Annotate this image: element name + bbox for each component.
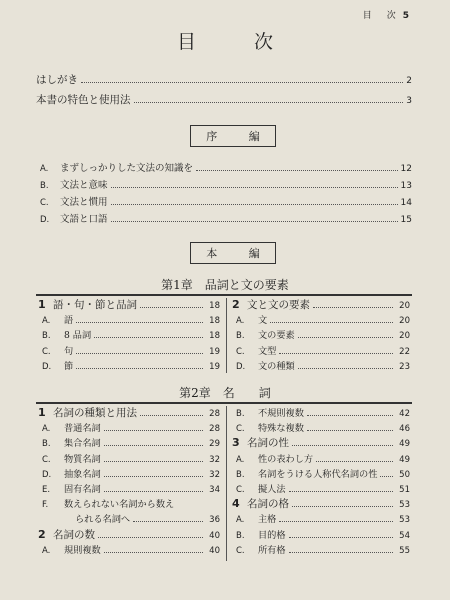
toc-entry[interactable] [232, 527, 410, 542]
entry-page: 42 [399, 409, 410, 419]
entry-page: 28 [209, 409, 220, 419]
item-letter: E. [42, 484, 51, 495]
entry-page: 28 [209, 424, 220, 435]
toc-entry[interactable] [38, 312, 220, 327]
leader-dots [76, 367, 203, 369]
item-letter: B. [236, 409, 245, 419]
entry-label: 文法と慣用 [60, 197, 108, 208]
item-letter: B. [42, 331, 51, 342]
entry-page: 23 [399, 361, 410, 372]
toc-entry[interactable] [38, 435, 220, 450]
chapter-1-rule [36, 294, 412, 296]
entry-label: 文型 [258, 345, 277, 357]
toc-title: 目 次 [176, 31, 300, 53]
entry-page: 20 [399, 331, 410, 342]
entry-label: 句 [64, 345, 74, 357]
entry-label: 物質名詞 [64, 453, 101, 465]
jo-item-d[interactable] [40, 211, 412, 225]
item-letter: A. [236, 515, 245, 526]
toc-entry[interactable] [38, 343, 220, 358]
entry-label: られる名詞へ [75, 514, 131, 526]
leader-dots [313, 306, 393, 308]
item-letter: D. [42, 361, 52, 372]
item-letter: F. [42, 500, 49, 511]
entry-page: 36 [209, 515, 220, 526]
entry-page: 53 [399, 500, 410, 511]
page-number: 5 [402, 11, 412, 21]
item-letter: A. [42, 545, 51, 556]
leader-dots [76, 321, 203, 323]
item-letter: C. [236, 484, 245, 495]
jo-item-b[interactable] [40, 177, 412, 191]
leader-dots [298, 367, 393, 369]
entry-page: 19 [209, 346, 220, 357]
leader-dots [111, 186, 398, 188]
entry-label: 所有格 [258, 544, 286, 556]
item-letter: A. [42, 424, 51, 435]
entry-page: 40 [209, 545, 220, 556]
toc-entry[interactable] [232, 511, 410, 526]
item-letter: C. [42, 454, 51, 465]
item-letter: B. [42, 439, 51, 450]
section-number: 1 [38, 298, 46, 311]
leader-dots [104, 460, 203, 462]
entry-label: 擬人法 [258, 483, 286, 495]
item-letter: C. [236, 424, 245, 435]
entry-label: 語・句・節と品詞 [53, 299, 137, 311]
item-letter: B. [236, 331, 245, 342]
leader-dots [133, 520, 203, 522]
entry-page: 18 [209, 301, 220, 311]
running-head [363, 8, 412, 21]
leader-dots [140, 306, 203, 308]
toc-section-entry[interactable] [232, 297, 410, 312]
entry-label: 主格 [258, 514, 277, 526]
section-number: 1 [38, 406, 46, 419]
column-divider [226, 406, 227, 561]
entry-page: 54 [399, 530, 410, 541]
item-letter: A. [42, 316, 51, 327]
entry-page: 3 [406, 96, 412, 106]
toc-entry[interactable] [232, 327, 410, 342]
section-heading-hon: 本 編 [190, 242, 276, 264]
entry-label: 固有名詞 [64, 483, 101, 495]
entry-label: 不規則複数 [258, 408, 304, 419]
entry-label: 規則複数 [64, 544, 101, 556]
entry-label: 本書の特色と使用法 [36, 94, 131, 106]
column-divider [226, 298, 227, 373]
item-letter: C. [236, 346, 245, 357]
entry-label: 文の要素 [258, 330, 295, 342]
chapter-1-heading: 第1章 品詞と文の要素 [161, 278, 289, 292]
entry-page: 18 [209, 316, 220, 327]
leader-dots [111, 203, 398, 205]
entry-page: 40 [209, 530, 220, 541]
leader-dots [298, 336, 393, 338]
toc-entry[interactable] [38, 420, 220, 435]
leader-dots [279, 352, 393, 354]
leader-dots [279, 520, 393, 522]
toc-entry[interactable] [232, 542, 410, 557]
entry-label: 文の種類 [258, 360, 295, 372]
item-letter: A. [236, 454, 245, 465]
toc-entry[interactable] [38, 542, 220, 557]
toc-section-entry[interactable] [232, 496, 410, 511]
entry-page: 29 [209, 439, 220, 450]
entry-label: 性の表わし方 [258, 453, 314, 465]
entry-page: 32 [209, 454, 220, 465]
item-letter: D. [40, 215, 50, 225]
leader-dots [196, 169, 398, 171]
leader-dots [140, 414, 203, 416]
toc-entry-features[interactable] [36, 92, 412, 107]
entry-label: 文 [258, 315, 268, 327]
entry-label: 集合名詞 [64, 438, 101, 450]
entry-label: 名詞の数 [53, 528, 95, 541]
item-letter: C. [236, 545, 245, 556]
chapter-2-right-column [232, 405, 410, 557]
entry-label: まずしっかりした文法の知識を [60, 163, 194, 174]
toc-entry[interactable] [38, 358, 220, 373]
toc-entry[interactable] [232, 451, 410, 466]
leader-dots [316, 460, 393, 462]
entry-label: 文と文の要素 [247, 299, 310, 311]
entry-page: 46 [399, 424, 410, 435]
entry-label: 文語と口語 [60, 214, 108, 225]
entry-page: 22 [399, 346, 410, 357]
entry-page: 20 [399, 301, 410, 311]
section-number: 3 [232, 436, 240, 450]
leader-dots [307, 429, 393, 431]
entry-page: 19 [209, 361, 220, 372]
entry-page: 51 [399, 484, 410, 495]
toc-entry[interactable] [232, 312, 410, 327]
leader-dots [289, 490, 393, 492]
entry-page: 34 [209, 484, 220, 495]
entry-label: 数えられない名詞から数え [64, 499, 175, 511]
leader-dots [134, 101, 404, 103]
toc-entry-preface[interactable] [36, 72, 412, 87]
toc-entry[interactable] [38, 481, 220, 496]
item-letter: D. [42, 469, 52, 480]
entry-label: 名詞をうける人称代名詞の性 [258, 468, 378, 480]
entry-page: 12 [400, 164, 412, 174]
chapter-1-right-column [232, 297, 410, 373]
item-letter: A. [236, 316, 245, 327]
leader-dots [289, 551, 393, 553]
chapter-2-rule [36, 402, 412, 404]
chapter-2-heading: 第2章 名 詞 [179, 386, 271, 400]
leader-dots [292, 505, 393, 507]
leader-dots [104, 475, 203, 477]
entry-page: 49 [399, 454, 410, 465]
entry-label: 抽象名詞 [64, 468, 101, 480]
item-letter: C. [42, 346, 51, 357]
toc-section-entry[interactable] [232, 435, 410, 450]
jo-item-a[interactable] [40, 160, 412, 174]
running-head-text: 目 次 [362, 11, 399, 21]
leader-dots [81, 81, 403, 83]
toc-entry[interactable] [38, 466, 220, 481]
entry-page: 20 [399, 316, 410, 327]
toc-entry[interactable] [232, 481, 410, 496]
leader-dots [104, 490, 203, 492]
entry-label: はしがき [36, 74, 78, 86]
toc-entry[interactable] [232, 405, 410, 420]
entry-label: 名詞の種類と用法 [53, 407, 137, 419]
item-letter: A. [40, 164, 49, 174]
leader-dots [104, 444, 203, 446]
leader-dots [111, 220, 398, 222]
entry-label: 特殊な複数 [258, 423, 304, 435]
entry-page: 53 [399, 515, 410, 526]
entry-page: 13 [400, 181, 412, 191]
item-letter: B. [40, 181, 49, 191]
entry-label: 語 [64, 315, 74, 327]
leader-dots [98, 536, 203, 538]
toc-entry[interactable] [232, 358, 410, 373]
chapter-2-left-column [38, 405, 220, 557]
toc-entry[interactable] [38, 451, 220, 466]
toc-entry[interactable] [232, 343, 410, 358]
entry-label: 目的格 [258, 529, 286, 541]
chapter-1-left-column [38, 297, 220, 373]
section-number: 2 [38, 527, 46, 541]
toc-entry[interactable] [38, 496, 220, 511]
item-letter: B. [236, 469, 245, 480]
entry-page: 18 [209, 331, 220, 342]
entry-page: 50 [399, 469, 410, 480]
entry-page: 14 [400, 198, 412, 208]
toc-section-entry[interactable] [38, 405, 220, 420]
entry-page: 55 [399, 545, 410, 556]
leader-dots [289, 536, 393, 538]
section-number: 2 [232, 298, 240, 311]
section-heading-jo: 序 編 [190, 125, 276, 147]
leader-dots [307, 414, 393, 416]
toc-entry[interactable] [232, 420, 410, 435]
leader-dots [104, 429, 203, 431]
section-number: 4 [232, 497, 240, 511]
entry-page: 32 [209, 469, 220, 480]
item-letter: D. [236, 361, 246, 372]
toc-section-entry[interactable] [38, 527, 220, 542]
toc-entry[interactable] [38, 511, 220, 526]
item-letter: B. [236, 530, 245, 541]
leader-dots [94, 336, 203, 338]
entry-page: 15 [400, 215, 412, 225]
entry-label: 8 品詞 [64, 330, 92, 342]
entry-label: 節 [64, 360, 74, 372]
leader-dots [76, 352, 203, 354]
toc-entry[interactable] [232, 466, 410, 481]
entry-page: 49 [399, 439, 410, 450]
entry-label: 普通名詞 [64, 423, 101, 435]
item-letter: C. [40, 198, 49, 208]
leader-dots [270, 321, 393, 323]
toc-section-entry[interactable] [38, 297, 220, 312]
entry-label: 名詞の性 [247, 437, 289, 450]
leader-dots [104, 551, 203, 553]
leader-dots [292, 444, 393, 446]
toc-entry[interactable] [38, 327, 220, 342]
jo-item-c[interactable] [40, 194, 412, 208]
entry-label: 文法と意味 [60, 180, 108, 191]
entry-label: 名詞の格 [247, 498, 289, 511]
entry-page: 2 [406, 76, 412, 86]
leader-dots [380, 475, 393, 477]
